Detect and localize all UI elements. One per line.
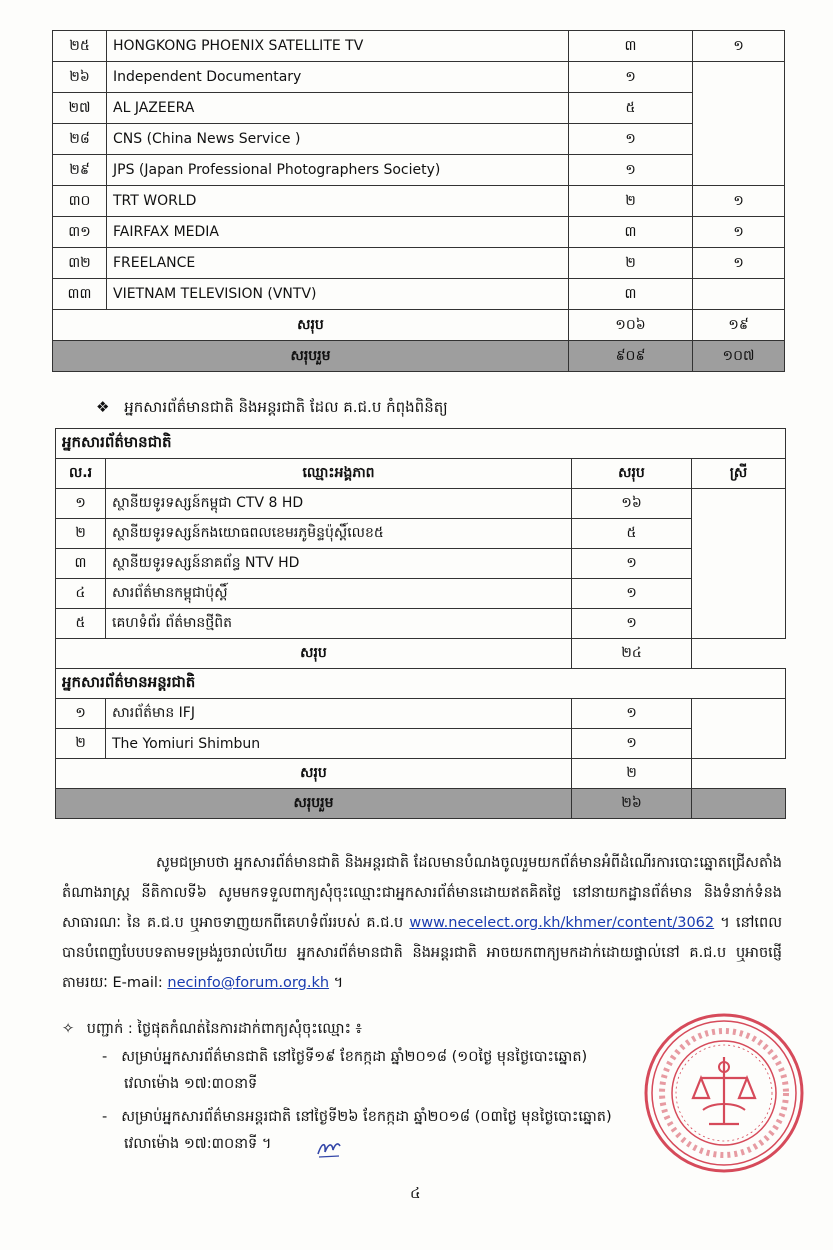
table-row [56, 729, 786, 759]
media-name: HONGKONG PHOENIX SATELLITE TV [107, 31, 569, 62]
row-number: ៣ [56, 549, 106, 579]
table-row [53, 279, 785, 310]
media-name: ស្ថានីយទូរទស្សន៍នាគព័ន្ធ NTV HD [106, 549, 572, 579]
media-name: FAIRFAX MEDIA [107, 217, 569, 248]
table-row [56, 609, 786, 639]
female-merged [692, 489, 786, 639]
row-number: ២៩ [53, 155, 107, 186]
row-number: ២៨ [53, 124, 107, 155]
row-female: ១ [693, 248, 785, 279]
table-row [53, 248, 785, 279]
row-number: ៣២ [53, 248, 107, 279]
row-female: ១ [693, 186, 785, 217]
instruction-paragraph: សូមជម្រាបថា អ្នកសារព័ត៌មានជាតិ និងអន្តរជាតិ ដែលមានបំណងចូលរួមយកព័ត៌មានអំពីដំណើរការបោះឆ្នោតជ្រើសតាំងតំណាងរាស្ត្រ នីតិកាលទី៦ សូមមកទទួលពាក្យសុំចុះឈ្មោះជាអ្នកសារព័ត៌មានដោយឥតគិតថ្លៃ នៅនាយកដ្ឋានព័ត៌មាន និងទំនាក់ទំនងសាធារណៈ នៃ គ.ជ.ប ឬអាចទាញយកពីគេហទំព័ររបស់ គ.ជ.ប www.necelect.org.kh/khmer/content/3062 ។ នៅពេលបានបំពេញបែបបទតាមទម្រង់រួចរាល់ហើយ អ្នកសារព័ត៌មានជាតិ និងអន្តរជាតិ អាចយកពាក្យមកដាក់ដោយផ្ទាល់នៅ គ.ជ.ប ឬអាចផ្ញើតាមរយៈ E-mail: necinfo@forum.org.kh ។ [62, 855, 783, 991]
row-total: ៣ [569, 217, 693, 248]
row-total: ១ [572, 609, 692, 639]
media-table-continued [52, 30, 785, 372]
row-total: ១៦ [572, 489, 692, 519]
row-female [693, 62, 785, 186]
media-name: ស្ថានីយទូរទស្សន៍កងយោធពលខេមរភូមិន្ទប៉ុស្តិ៍លេខ៥ [106, 519, 572, 549]
row-total: ៥ [572, 519, 692, 549]
row-female: ១ [693, 31, 785, 62]
media-name: សារព័ត៌មានកម្ពុជាប៉ុស្តិ៍ [106, 579, 572, 609]
row-total: ២ [569, 186, 693, 217]
media-name: គេហទំព័រ ព័ត៌មានថ្មីពិត [106, 609, 572, 639]
table-row [56, 549, 786, 579]
media-name: CNS (China News Service ) [107, 124, 569, 155]
table-row [53, 217, 785, 248]
row-total: ១ [569, 124, 693, 155]
table-row [56, 489, 786, 519]
note-item-international: - សម្រាប់អ្នកសារព័ត៌មានអន្តរជាតិ នៅថ្ងៃទី២៦ ខែកក្កដា ឆ្នាំ២០១៨ (០៣ថ្ងៃ មុនថ្ងៃបោះឆ្នោត) វេលាម៉ោង ១៧:៣០នាទី ។ [102, 1109, 612, 1152]
row-number: ៥ [56, 609, 106, 639]
media-name: ស្ថានីយទូរទស្សន៍កម្ពុជា CTV 8 HD [106, 489, 572, 519]
media-name: សារព័ត៌មាន IFJ [106, 699, 572, 729]
official-seal-icon [643, 1012, 805, 1174]
row-number: ២ [56, 519, 106, 549]
row-total: ២ [569, 248, 693, 279]
grand-total-row: សរុបរួម ៩០៩ ១០៧ [53, 341, 785, 372]
row-number: ៣០ [53, 186, 107, 217]
grand-total-row: សរុបរួម ២៦ [56, 789, 786, 819]
page-number: ៤ [410, 1184, 421, 1202]
media-name: FREELANCE [107, 248, 569, 279]
national-subtotal-row: សរុប ២៤ [56, 639, 786, 669]
table-row [53, 62, 785, 93]
row-total: ៣ [569, 31, 693, 62]
female-merged [692, 699, 786, 759]
row-total: ៥ [569, 93, 693, 124]
row-number: ៤ [56, 579, 106, 609]
national-heading-row: អ្នកសារព័ត៌មានជាតិ [56, 429, 786, 459]
row-total: ៣ [569, 279, 693, 310]
media-name: VIETNAM TELEVISION (VNTV) [107, 279, 569, 310]
row-total: ១ [569, 62, 693, 93]
star-bullet-icon: ✧ [62, 1021, 75, 1037]
row-total: ១ [572, 699, 692, 729]
section-bullet [96, 398, 448, 420]
download-link[interactable]: www.necelect.org.kh/khmer/content/3062 [409, 915, 715, 931]
row-number: ៣១ [53, 217, 107, 248]
row-total: ១ [569, 155, 693, 186]
intl-subtotal-row: សរុប ២ [56, 759, 786, 789]
intl-heading-row: អ្នកសារព័ត៌មានអន្តរជាតិ [56, 669, 786, 699]
row-total: ១ [572, 579, 692, 609]
subtotal-row: សរុប ១០៦ ១៩ [53, 310, 785, 341]
table-row [56, 579, 786, 609]
diamond-bullet-icon: ❖ [96, 398, 110, 416]
media-name: JPS (Japan Professional Photographers Society) [107, 155, 569, 186]
row-number: ២៧ [53, 93, 107, 124]
row-number: ២៦ [53, 62, 107, 93]
note-item-national: - សម្រាប់អ្នកសារព័ត៌មានជាតិ នៅថ្ងៃទី១៩ ខែកក្កដា ឆ្នាំ២០១៨ (១០ថ្ងៃ មុនថ្ងៃបោះឆ្នោត) វេលាម៉ោង ១៧:៣០នាទី [102, 1049, 588, 1092]
note-heading: ✧ បញ្ជាក់ : ថ្ងៃផុតកំណត់នៃការដាក់ពាក្យសុំចុះឈ្មោះ ៖ [62, 1021, 362, 1037]
media-name: The Yomiuri Shimbun [106, 729, 572, 759]
row-total: ១ [572, 729, 692, 759]
table-row [53, 155, 785, 186]
row-total: ១ [572, 549, 692, 579]
email-link[interactable]: necinfo@forum.org.kh [167, 975, 330, 991]
table-row [53, 31, 785, 62]
row-number: ៣៣ [53, 279, 107, 310]
row-number: ១ [56, 699, 106, 729]
row-female: ១ [693, 217, 785, 248]
row-female [693, 279, 785, 310]
media-name: TRT WORLD [107, 186, 569, 217]
table-row [53, 93, 785, 124]
initials-signature-icon [316, 1138, 342, 1160]
table-row [53, 124, 785, 155]
column-header-row: ល.រ ឈ្មោះអង្គភាព សរុប ស្រី [56, 459, 786, 489]
row-number: ២៥ [53, 31, 107, 62]
section-title: អ្នកសារព័ត៌មានជាតិ និងអន្តរជាតិ ដែល គ.ជ.ប កំពុងពិនិត្យ [124, 398, 448, 416]
row-number: ២ [56, 729, 106, 759]
table-row [56, 699, 786, 729]
table-row [56, 519, 786, 549]
table-row [53, 186, 785, 217]
pending-media-table [55, 428, 786, 819]
row-number: ១ [56, 489, 106, 519]
media-name: AL JAZEERA [107, 93, 569, 124]
media-name: Independent Documentary [107, 62, 569, 93]
